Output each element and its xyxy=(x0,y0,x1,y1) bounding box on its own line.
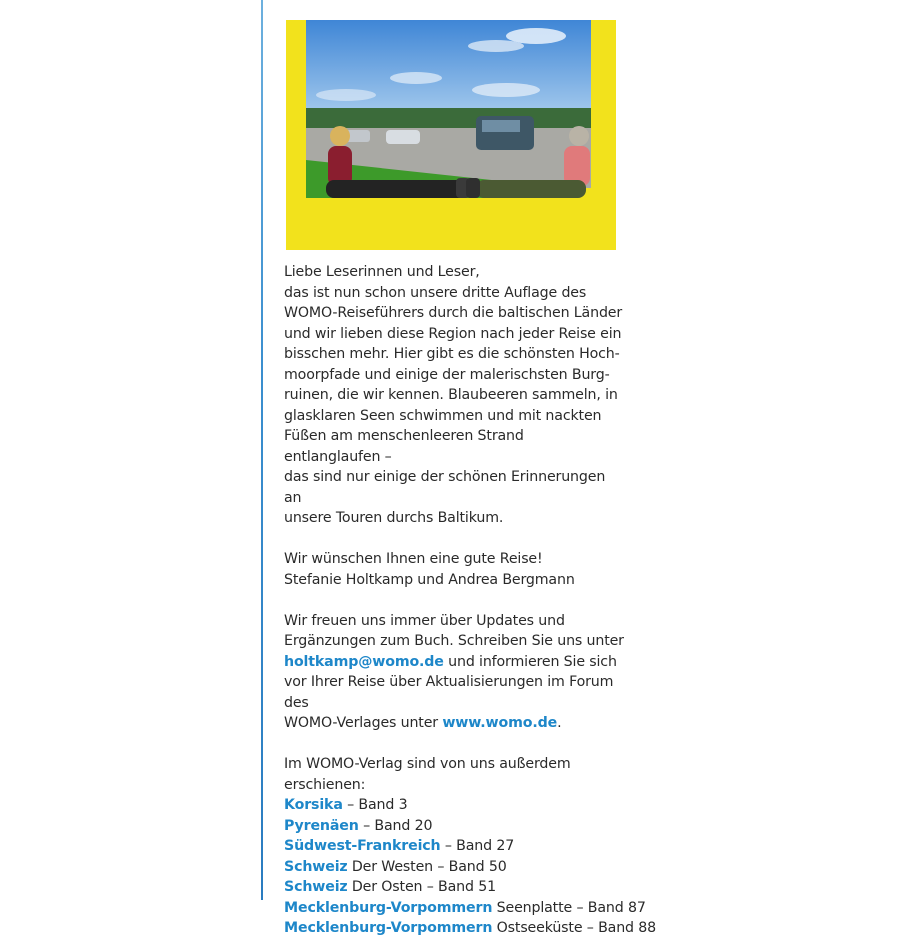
book-title: Korsika xyxy=(284,797,343,813)
book-suffix: – Band 20 xyxy=(358,817,433,834)
photo-illustration xyxy=(306,20,591,238)
authors-text: Stefanie Holtkamp und Andrea Bergmann xyxy=(284,571,575,588)
book-list-item xyxy=(284,918,657,939)
intro-text-block xyxy=(284,262,657,939)
book-title: Pyrenäen xyxy=(284,817,359,834)
website-link[interactable]: www.womo.de xyxy=(442,715,558,731)
greeting: Liebe Leserinnen und Leser, xyxy=(284,264,480,280)
intro-line: moorpfade und einige der malerischsten Burg- xyxy=(284,366,610,383)
photo-scene xyxy=(306,20,591,238)
book-suffix: – Band 3 xyxy=(342,797,408,813)
book-suffix: Ostseeküste – Band 88 xyxy=(492,920,657,936)
updates-line-post: . xyxy=(557,715,562,731)
updates-line: Ergänzungen zum Buch. Schreiben Sie uns unter xyxy=(284,633,624,649)
book-list-item xyxy=(284,816,624,837)
authors-photo xyxy=(286,20,616,250)
spacer xyxy=(284,590,624,611)
spacer xyxy=(284,529,624,550)
intro-line: bisschen mehr. Hier gibt es die schönsten Hoch- xyxy=(284,346,620,362)
book-title: Schweiz xyxy=(284,858,348,875)
book-suffix: – Band 27 xyxy=(440,838,515,854)
book-list-item xyxy=(284,836,624,857)
book-list-item xyxy=(284,857,624,878)
book-title: Südwest-Frankreich xyxy=(284,838,441,854)
book-title: Mecklenburg-Vorpommern xyxy=(284,920,493,936)
intro-line: WOMO-Reiseführers durch die baltischen Länder xyxy=(284,305,623,321)
wish-text: Wir wünschen Ihnen eine gute Reise! xyxy=(284,551,543,567)
book-suffix: Der Westen – Band 50 xyxy=(347,858,507,875)
updates-line-pre: WOMO-Verlages unter xyxy=(284,715,443,731)
intro-line: das sind nur einige der schönen Erinnerungen an xyxy=(284,469,606,506)
book-list-item xyxy=(284,877,624,898)
book-suffix: Seenplatte – Band 87 xyxy=(492,899,646,916)
updates-email-line xyxy=(284,652,624,673)
book-title: Mecklenburg-Vorpommern xyxy=(284,899,493,916)
book-list-item xyxy=(284,795,624,816)
intro-line: und wir lieben diese Region nach jeder Reise ein xyxy=(284,325,622,342)
book-suffix: Der Osten – Band 51 xyxy=(347,879,496,895)
updates-line-rest: und informieren Sie sich xyxy=(443,653,617,670)
intro-line: glasklaren Seen schwimmen und mit nackten xyxy=(284,407,602,424)
updates-line: vor Ihrer Reise über Aktualisierungen im Forum des xyxy=(284,674,614,711)
intro-line: Füßen am menschenleeren Strand entlanglaufen – xyxy=(284,428,524,465)
intro-line: ruinen, die wir kennen. Blaubeeren sammeln, in xyxy=(284,387,618,403)
intro-line: das ist nun schon unsere dritte Auflage des xyxy=(284,284,587,301)
also-published-intro: Im WOMO-Verlag sind von uns außerdem xyxy=(284,756,571,772)
email-link[interactable]: holtkamp@womo.de xyxy=(284,653,444,670)
left-edge-line xyxy=(261,0,263,900)
intro-line: unsere Touren durchs Baltikum. xyxy=(284,510,504,526)
book-list-item xyxy=(284,898,646,919)
updates-line: Wir freuen uns immer über Updates und xyxy=(284,612,565,629)
also-published-intro: erschienen: xyxy=(284,776,366,793)
book-title: Schweiz xyxy=(284,879,348,895)
spacer xyxy=(284,734,624,755)
updates-website-line xyxy=(284,713,624,734)
